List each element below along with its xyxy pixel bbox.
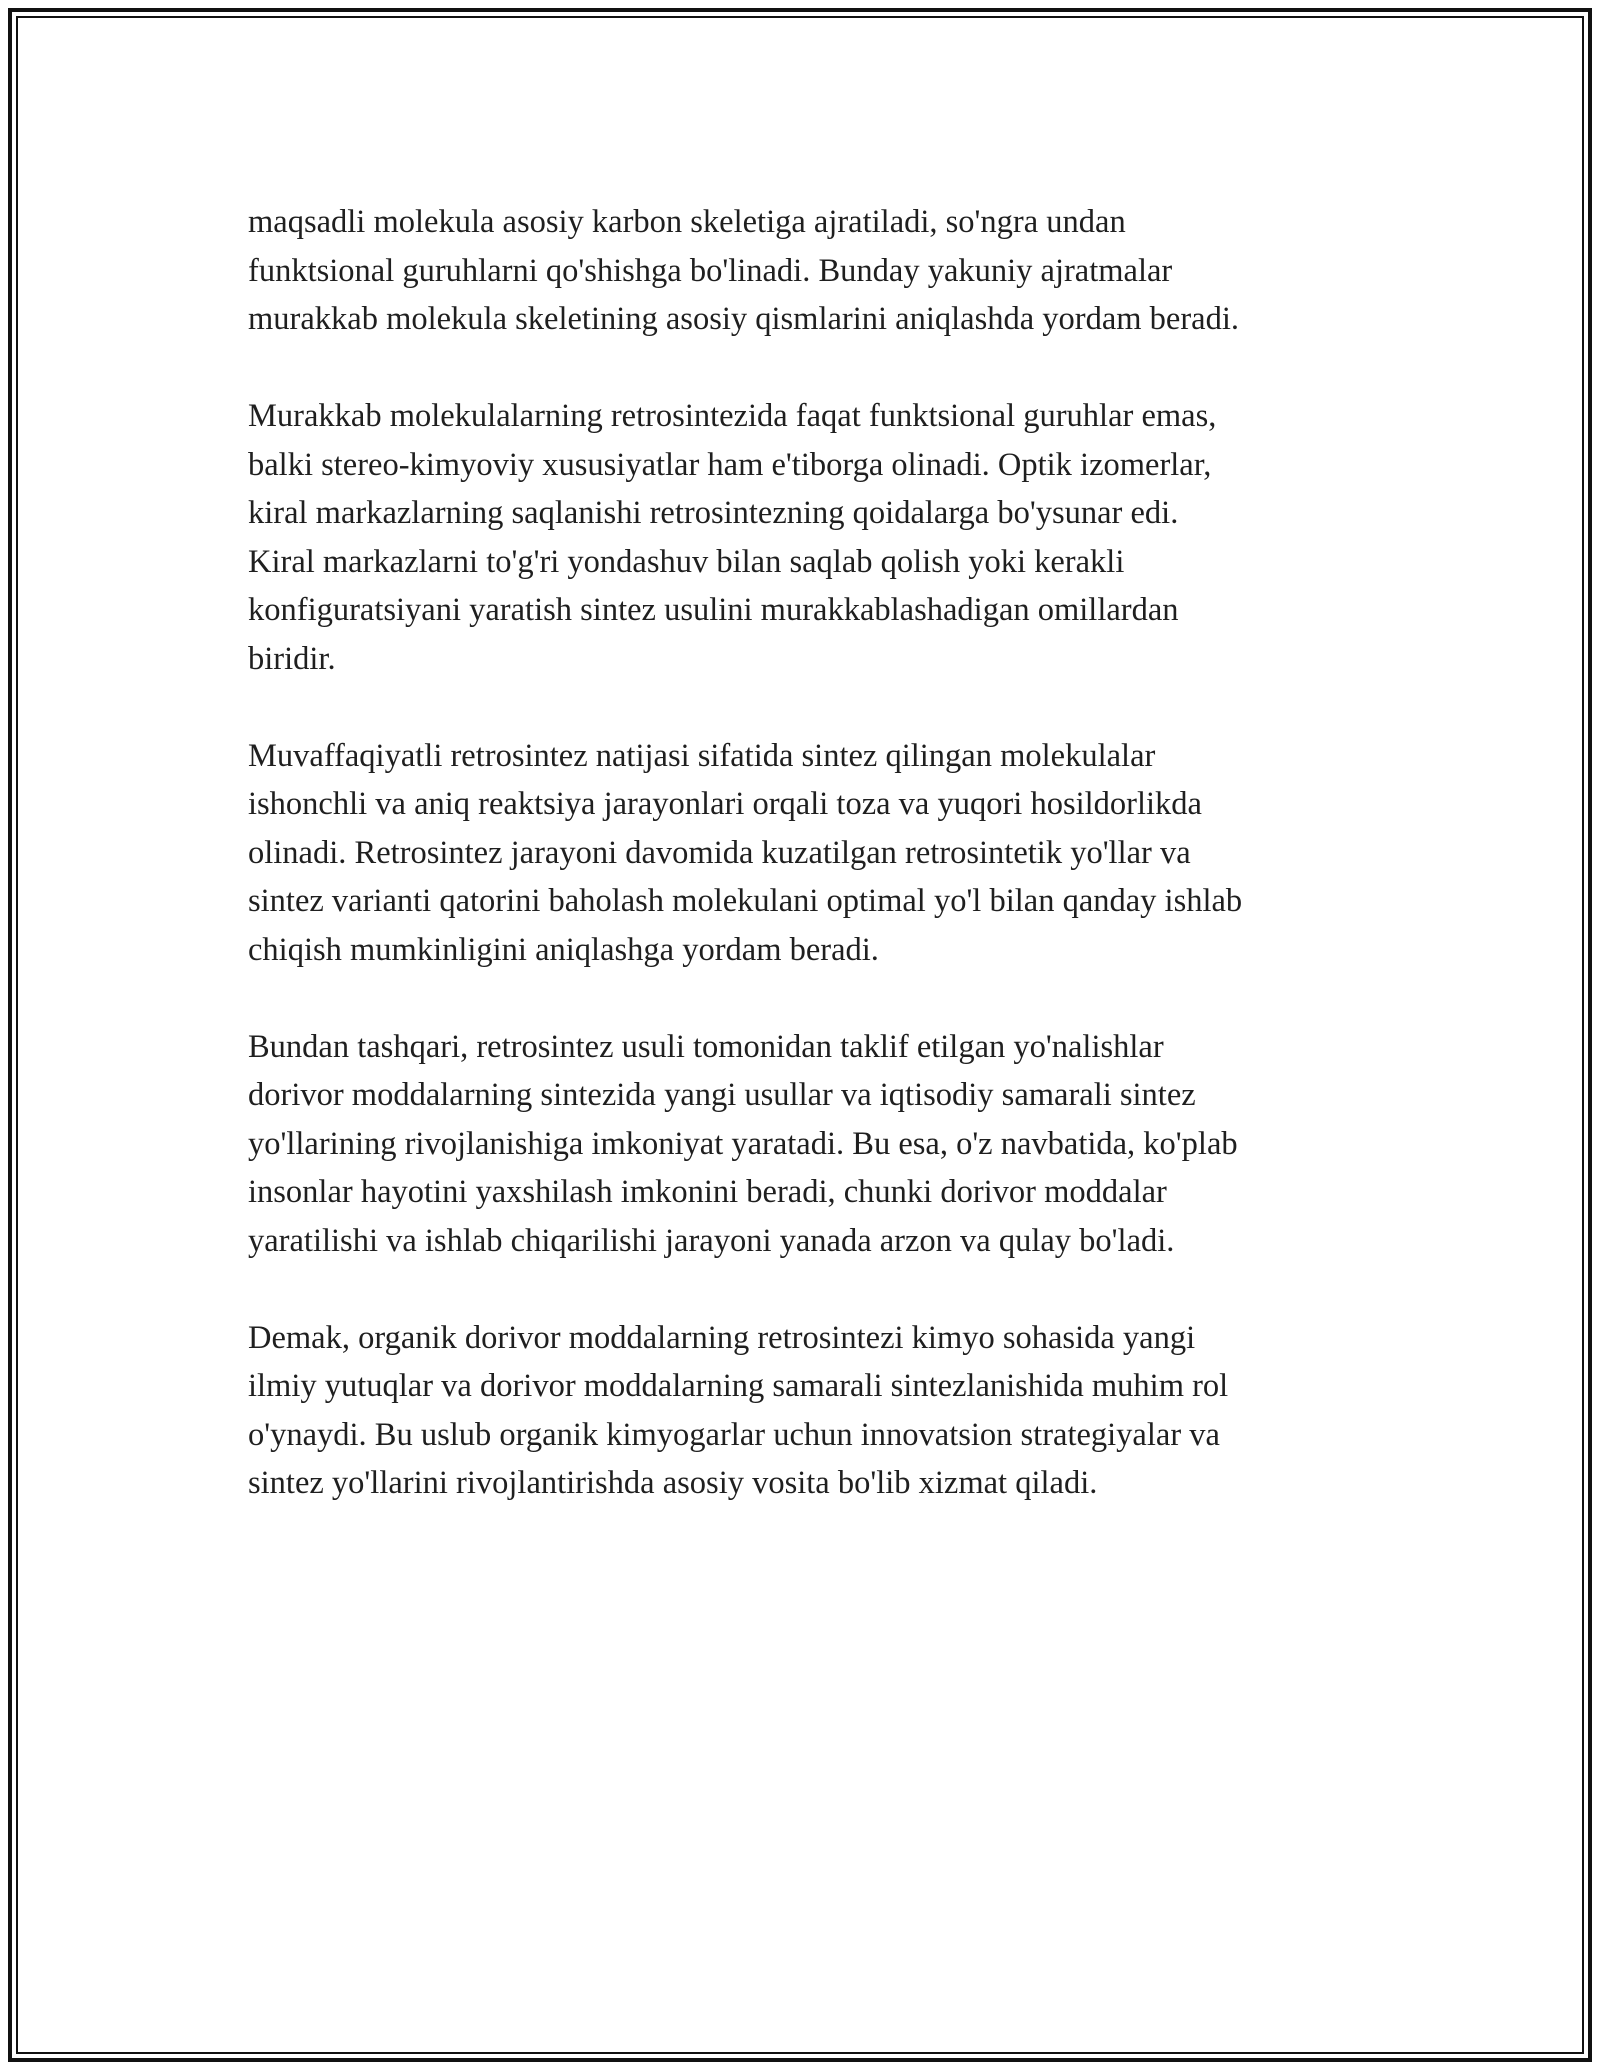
text-line: ilmiy yutuqlar va dorivor moddalarning samarali sintezlanishida muhim rol (248, 1368, 1229, 1404)
text-line: biridir. (248, 640, 336, 677)
paragraph-4 (248, 1023, 1388, 1266)
text-line: o'ynaydi. Bu uslub organik kimyogarlar uchun innovatsion strategiyalar va (248, 1416, 1220, 1453)
text-line: ishonchli va aniq reaktsiya jarayonlari orqali toza va yuqori hosildorlikda (248, 786, 1202, 822)
text-line: sintez yo'llarini rivojlantirishda asosiy vosita bo'lib xizmat qiladi. (248, 1465, 1098, 1501)
paragraph-3 (248, 732, 1388, 975)
paragraph-1 (248, 198, 1388, 344)
text-line: Muvaffaqiyatli retrosintez natijasi sifatida sintez qilingan molekulalar (248, 737, 1156, 774)
text-line: dorivor moddalarning sintezida yangi usullar va iqtisodiy samarali sintez (248, 1077, 1196, 1113)
text-line: Bundan tashqari, retrosintez usuli tomonidan taklif etilgan yo'nalishlar (248, 1028, 1164, 1065)
paragraph-2 (248, 392, 1388, 683)
text-line: olinadi. Retrosintez jarayoni davomida kuzatilgan retrosintetik yo'llar va (248, 834, 1191, 871)
text-line: murakkab molekula skeletining asosiy qismlarini aniqlashda yordam beradi. (248, 301, 1240, 337)
text-line: Kiral markazlarni to'g'ri yondashuv bilan saqlab qolish yoki kerakli (248, 543, 1125, 580)
text-line: chiqish mumkinligini aniqlashga yordam beradi. (248, 931, 879, 968)
text-line: kiral markazlarning saqlanishi retrosintezning qoidalarga bo'ysunar edi. (248, 495, 1179, 531)
text-line: balki stereo-kimyoviy xususiyatlar ham e'tiborga olinadi. Optik izomerlar, (248, 446, 1212, 483)
paragraph-5 (248, 1314, 1388, 1508)
document-body (248, 198, 1388, 1556)
text-line: konfiguratsiyani yaratish sintez usulini murakkablashadigan omillardan (248, 592, 1179, 628)
text-line: sintez varianti qatorini baholash molekulani optimal yo'l bilan qanday ishlab (248, 883, 1243, 919)
page-border (8, 8, 1592, 2062)
text-line: yaratilishi va ishlab chiqarilishi jarayoni yanada arzon va qulay bo'ladi. (248, 1222, 1175, 1259)
text-line: Murakkab molekulalarning retrosintezida faqat funktsional guruhlar emas, (248, 398, 1217, 434)
text-line: Demak, organik dorivor moddalarning retrosintezi kimyo sohasida yangi (248, 1319, 1196, 1356)
text-line: funktsional guruhlarni qo'shishga bo'linadi. Bunday yakuniy ajratmalar (248, 252, 1173, 289)
text-line: insonlar hayotini yaxshilash imkonini beradi, chunki dorivor moddalar (248, 1174, 1167, 1210)
text-line: yo'llarining rivojlanishiga imkoniyat yaratadi. Bu esa, o'z navbatida, ko'plab (248, 1125, 1238, 1162)
text-line: maqsadli molekula asosiy karbon skeletiga ajratiladi, so'ngra undan (248, 204, 1126, 240)
